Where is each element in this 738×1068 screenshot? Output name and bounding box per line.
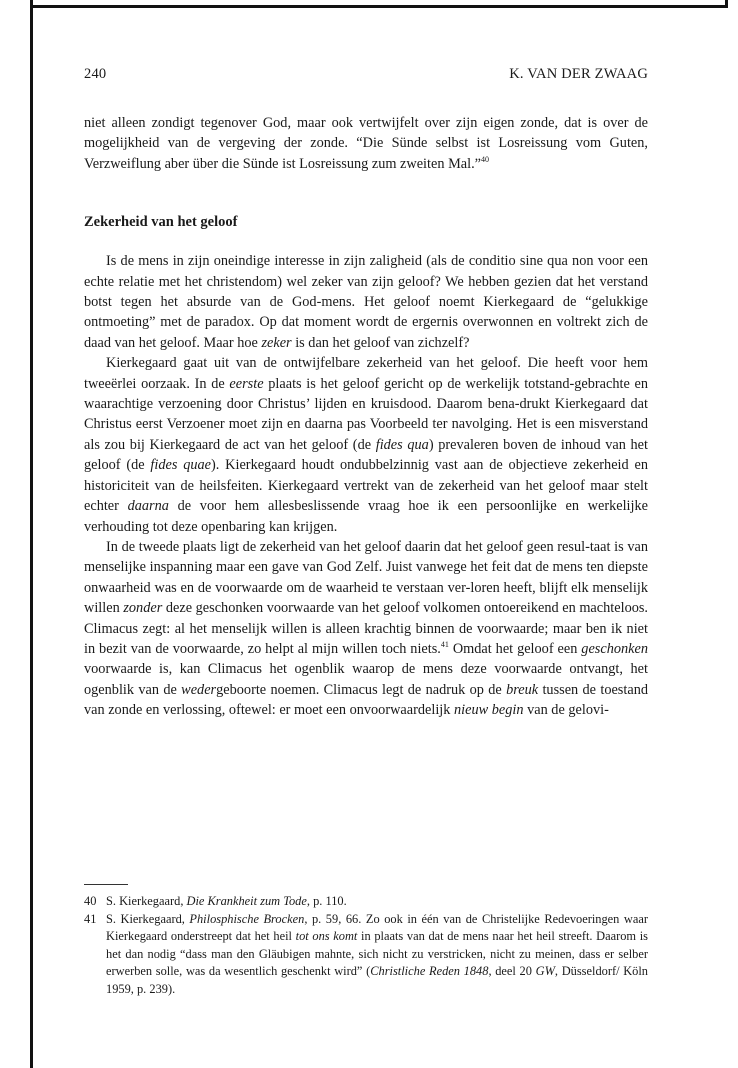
paragraph-2 (84, 353, 648, 537)
italic-text: Philosphische Brocken (189, 911, 305, 926)
paragraph-1 (84, 251, 648, 353)
footnote-number: 41 (84, 911, 97, 926)
text-run: van de gelovi- (523, 702, 609, 719)
footnote-40 (84, 893, 648, 911)
text-run: Is de mens in zijn oneindige interesse in zijn zaligheid (als de conditio sine qua non voor een echte relatie met het christendom) wel zeker van zijn geloof? We hebben gezien dat het verstand botst tegen het absurde van de God-mens. Het geloof noemt Kierkegaard de “gelukkige ontmoeting” met de paradox. Op dat moment wordt de ergernis overwonnen en voltrekt zich de daad van het geloof. Maar hoe (84, 253, 648, 351)
footnote-ref: 40 (481, 154, 490, 164)
text-run: de voor hem allesbeslissende vraag hoe ik een persoonlijke en werkelijke verhouding tot deze openbaring kan krijgen. (84, 498, 648, 535)
italic-text: tot ons komt (295, 929, 358, 944)
running-head (84, 66, 648, 83)
italic-text: zonder (123, 600, 163, 617)
text-run: , Düsseldorf/ Köln 1959, p. 239). (106, 964, 648, 996)
italic-text: zeker (261, 334, 292, 351)
text-run: ) prevaleren boven de inhoud van het geloof (de (84, 436, 648, 474)
italic-text: fides qua (375, 436, 429, 453)
italic-text: GW (535, 964, 555, 979)
text-run: ). Kierkegaard houdt ondubbelzinnig vast aan de objectieve zekerheid en historiciteit van de heilsfeiten. Kierkegaard vertrekt van de zekerheid van het geloof maar stelt echter (84, 457, 648, 515)
page-body (84, 66, 648, 721)
text-run: S. Kierkegaard, (106, 911, 190, 926)
italic-text: geschonken (581, 640, 648, 657)
text-run: S. Kierkegaard, (106, 894, 187, 908)
footnote-text (106, 893, 648, 911)
italic-text: nieuw begin (454, 702, 524, 719)
text-run: In de tweede plaats ligt de zekerheid van het geloof daarin dat het geloof geen resul-taat is van menselijke inspanning maar een gave van God Zelf. Juist vanwege het feit dat de mens ten diepste onwaarheid was en de voorwaarde om de waarheid te verstaan ver-loren heeft, blijft elk menselijk willen (84, 538, 648, 617)
text-run: niet alleen zondigt tegenover God, maar ook vertwijfelt over zijn eigen zonde, dat is over de mogelijkheid van de vergeving der zonde. “Die Sünde selbst ist Losreissung vom Guten, Verzweiflung aber über die Sünde ist Losreissung zum zweiten Mal.” (84, 115, 648, 172)
text-run: plaats is het geloof gericht op de werkelijk totstand-gebrachte en waarachtige verzoening door Christus’ lijden en kruisdood. Daarom bena-drukt Kierkegaard dat Christus eerst Verzoener moet zijn en daarna pas Voorbeeld ter navolging. Het is een misverstand als zou bij Kierkegaard de act van het geloof (de (84, 375, 649, 453)
footnote-41 (84, 911, 648, 999)
text-run: in plaats van dat de mens naar het heil streeft. Daarom is het dan nodig “dass man den Gläubigen mahnte, sich nicht zu verstricken, nicht zu meinen, dass er selber erwerben solle, was da wesentlich geschenkt wird” ( (106, 929, 649, 979)
text-run: , p. 59, 66. Zo ook in één van de Christelijke Redevoeringen waar Kierkegaard onderstreept dat het heil (106, 911, 648, 944)
text-run: voorwaarde is, kan Climacus het ogenblik waarop de mens deze voorwaarde ontvangt, het ogenblik van de (84, 661, 648, 698)
text-run: , p. 110. (306, 894, 347, 908)
text-run: is dan het geloof van zichzelf? (291, 334, 470, 351)
text-run: Kierkegaard gaat uit van de ontwijfelbare zekerheid van het geloof. Die heeft voor hem tweeërlei oorzaak. In de (84, 355, 648, 392)
text-run: geboorte noemen. Climacus legt de nadruk op de (216, 681, 507, 698)
italic-text: eerste (229, 375, 264, 392)
running-head-author: K. VAN DER ZWAAG (509, 66, 648, 82)
footnote-number: 40 (84, 894, 97, 908)
text-run: tussen de toestand van zonde en verlossing, oftewel: er moet een onvoorwaardelijk (84, 681, 648, 719)
italic-text: daarna (127, 498, 169, 515)
paragraph-3 (84, 537, 648, 721)
page-number: 240 (84, 66, 107, 82)
scan-border-left (30, 0, 33, 1068)
italic-text: Christliche Reden 1848 (370, 964, 489, 979)
italic-text: weder (181, 681, 217, 698)
footnote-rule (84, 884, 128, 885)
footnote-text (106, 911, 648, 999)
italic-text: fides quae (150, 457, 212, 474)
scan-border-top (30, 0, 728, 8)
italic-text: breuk (506, 681, 539, 698)
section-heading: Zekerheid van het geloof (84, 214, 238, 231)
text-run: deze geschonken voorwaarde van het geloof volkomen ontoereikend en machteloos. Climacus zegt: al het menselijk willen is alleen krachtig binnen de voorwaarde; maar ben ik niet in bezit van de voorwaarde, zo helpt al mijn willen toch niets. (84, 600, 649, 657)
text-run: Omdat het geloof een (448, 640, 582, 657)
text-run: , deel 20 (488, 964, 536, 979)
footnotes (84, 884, 648, 999)
paragraph-0 (84, 113, 648, 174)
italic-text: Die Krankheit zum Tode (186, 894, 307, 908)
footnote-ref: 41 (440, 639, 449, 649)
